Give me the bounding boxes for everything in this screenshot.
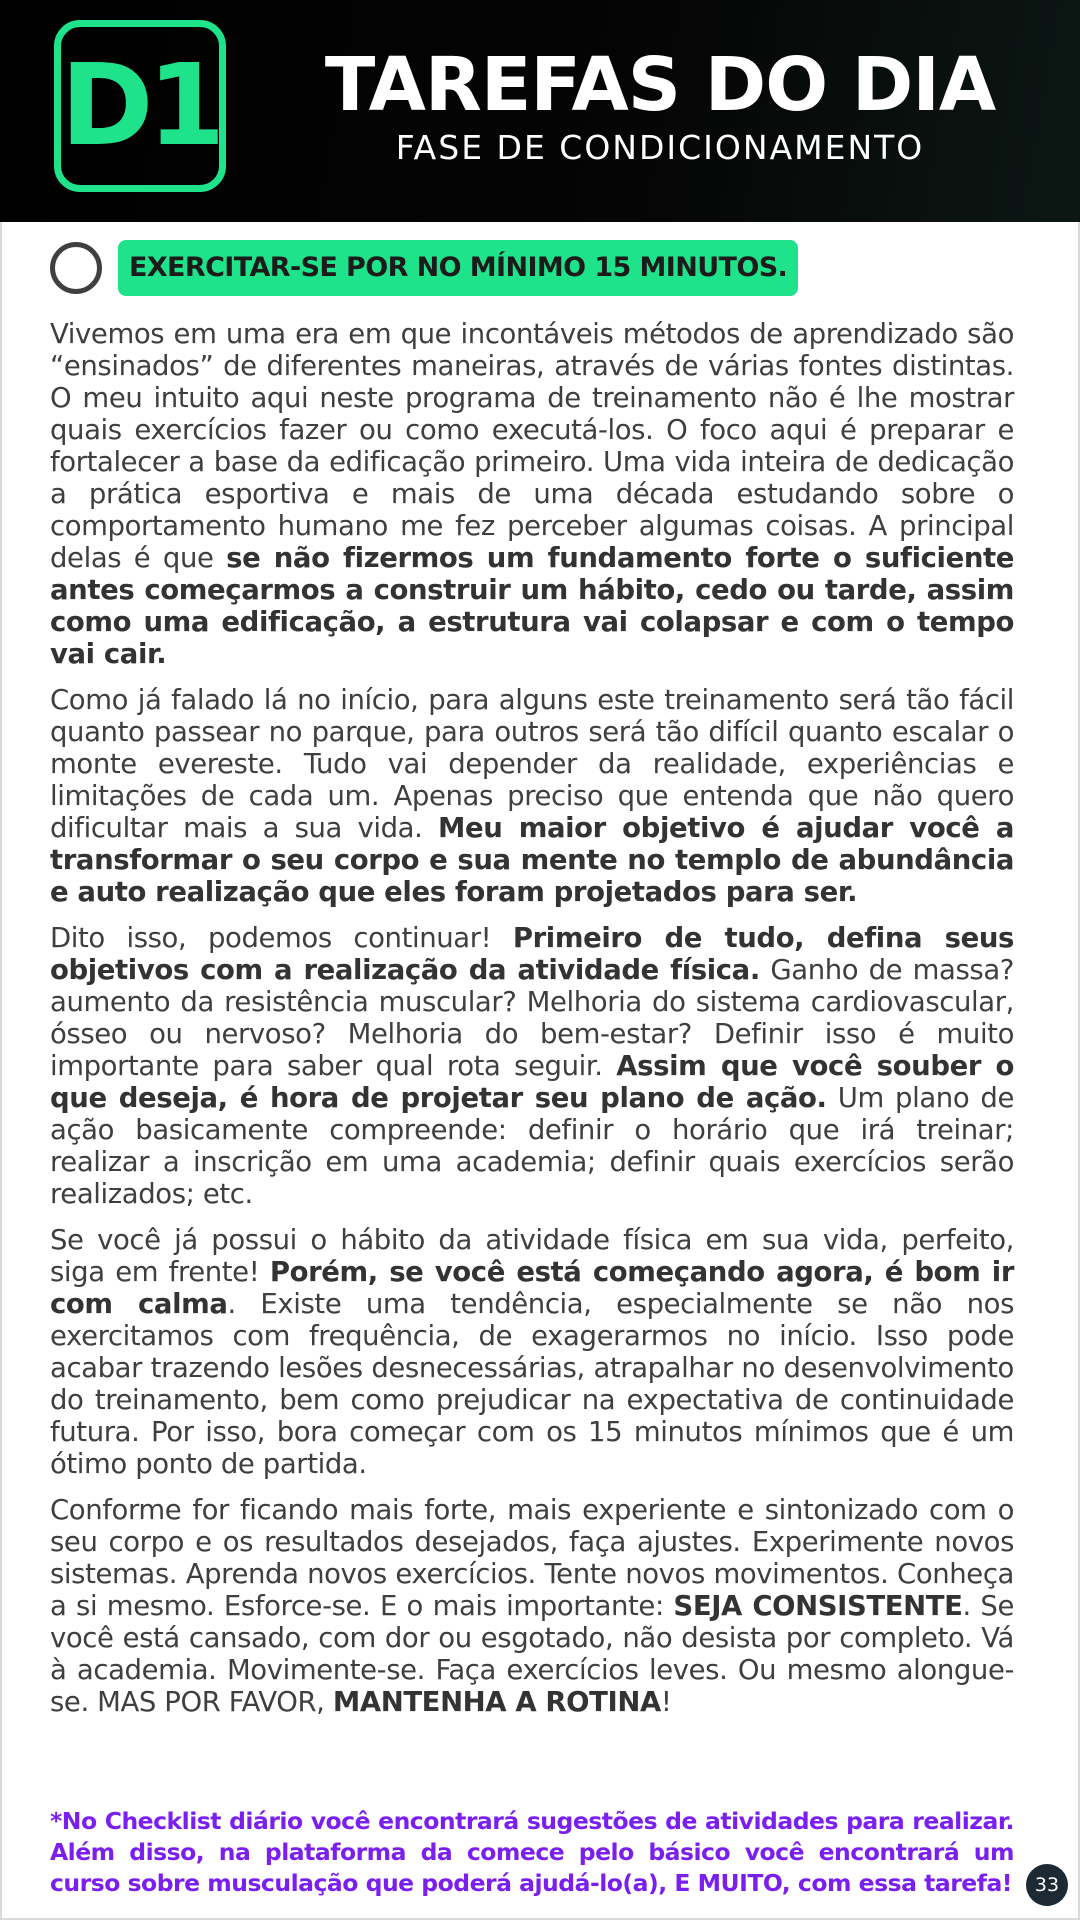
paragraph-5 — [50, 1494, 1014, 1718]
paragraph-emphasis: Assim que você souber o que deseja, é hora de projetar seu plano de ação. — [50, 1050, 1014, 1114]
day-badge-label: D1 — [60, 41, 220, 171]
header-banner — [0, 0, 1080, 222]
paragraph-emphasis: Primeiro de tudo, defina seus objetivos com a realização da atividade física. — [50, 922, 1014, 986]
task-checkbox[interactable] — [50, 242, 102, 294]
page-number: 33 — [1026, 1864, 1068, 1906]
paragraph-text: . Existe uma tendência, especialmente se não nos exercitamos com frequência, de exagerarmos no início. Isso pode acabar trazendo lesões desnecessárias, atrapalhar no desenvolvimento do treinamento, bem como prejudicar na expectativa de continuidade futura. Por isso, bora começar com os 15 minutos mínimos que é um ótimo ponto de partida. — [50, 1288, 1014, 1480]
task-label: EXERCITAR-SE POR NO MÍNIMO 15 MINUTOS. — [118, 240, 798, 296]
paragraph-emphasis: Meu maior objetivo é ajudar você a transformar o seu corpo e sua mente no templo de abundância e auto realização que eles foram projetados para ser. — [50, 812, 1014, 908]
paragraph-text: ! — [660, 1686, 672, 1718]
paragraph-text: . Se você está cansado, com dor ou esgotado, não desista por completo. Vá à academia. Movimente-se. Faça exercícios leves. Ou mesmo alongue-se. MAS POR FAVOR, — [50, 1590, 1014, 1718]
paragraph-emphasis: se não fizermos um fundamento forte o suficiente antes começarmos a construir um hábito, cedo ou tarde, assim como uma edificação, a estrutura vai colapsar e com o tempo vai cair. — [50, 542, 1014, 670]
paragraph-4 — [50, 1224, 1014, 1480]
page-subtitle: FASE DE CONDICIONAMENTO — [395, 128, 925, 167]
paragraph-1 — [50, 318, 1014, 670]
paragraph-text: Conforme for ficando mais forte, mais experiente e sintonizado com o seu corpo e os resultados desejados, faça ajustes. Experimente novos sistemas. Aprenda novos exercícios. Tente novos movimentos. Conheça a si mesmo. Esforce-se. E o mais importante: — [50, 1494, 1014, 1622]
page-title: TAREFAS DO DIA — [324, 42, 996, 128]
task-item[interactable] — [50, 240, 798, 296]
day-badge — [54, 20, 226, 192]
paragraph-text: Um plano de ação basicamente compreende: definir o horário que irá treinar; realizar a inscrição em uma academia; definir quais exercícios serão realizados; etc. — [50, 1082, 1014, 1210]
body-text — [50, 318, 1014, 1732]
paragraph-emphasis: Porém, se você está começando agora, é bom ir com calma — [50, 1256, 1014, 1320]
paragraph-text: Dito isso, podemos continuar! — [50, 922, 513, 954]
footnote: *No Checklist diário você encontrará sugestões de atividades para realizar. Além disso, na plataforma da comece pelo básico você encontrará um curso sobre musculação que poderá ajudá-lo(a), E MUITO, com essa tarefa! — [50, 1807, 1014, 1897]
paragraph-2 — [50, 684, 1014, 908]
paragraph-emphasis: SEJA CONSISTENTE — [673, 1590, 963, 1622]
paragraph-text: Como já falado lá no início, para alguns este treinamento será tão fácil quanto passear no parque, para outros será tão difícil quanto escalar o monte evereste. Tudo vai depender da realidade, experiências e limitações de cada um. Apenas preciso que entenda que não quero dificultar mais a sua vida. — [50, 684, 1014, 844]
paragraph-3 — [50, 922, 1014, 1210]
paragraph-text: Vivemos em uma era em que incontáveis métodos de aprendizado são “ensinados” de diferentes maneiras, através de várias fontes distintas. O meu intuito aqui neste programa de treinamento não é lhe mostrar quais exercícios fazer ou como executá-los. O foco aqui é preparar e fortalecer a base da edificação primeiro. Uma vida inteira de dedicação a prática esportiva e mais de uma década estudando sobre o comportamento humano me fez perceber algumas coisas. A principal delas é que — [50, 318, 1014, 574]
paragraph-text: Ganho de massa? aumento da resistência muscular? Melhoria do sistema cardiovascular, ósseo ou nervoso? Melhoria do bem-estar? Definir isso é muito importante para saber qual rota seguir. — [50, 954, 1014, 1082]
paragraph-text: Se você já possui o hábito da atividade física em sua vida, perfeito, siga em frente! — [50, 1224, 1014, 1288]
paragraph-emphasis: MANTENHA A ROTINA — [332, 1686, 661, 1718]
